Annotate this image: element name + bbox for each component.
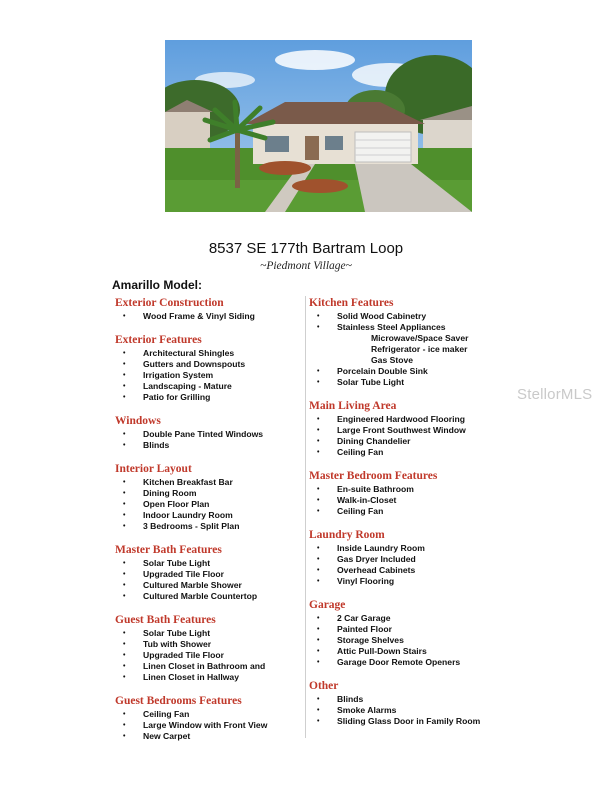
feature-item: • Landscaping - Mature <box>115 381 300 392</box>
feature-item: • Open Floor Plan <box>115 499 300 510</box>
feature-section <box>309 598 509 668</box>
feature-item: • Large Front Southwest Window <box>309 425 509 436</box>
feature-item: • Painted Floor <box>309 624 509 635</box>
feature-list <box>309 613 509 668</box>
feature-item: • Walk-in-Closet <box>309 495 509 506</box>
feature-section <box>309 296 509 388</box>
feature-item: • Blinds <box>309 694 509 705</box>
section-heading: Main Living Area <box>309 400 397 412</box>
feature-item: • Tub with Shower <box>115 639 300 650</box>
feature-item: • Gutters and Downspouts <box>115 359 300 370</box>
feature-section <box>115 414 300 451</box>
section-heading: Exterior Features <box>115 334 202 346</box>
feature-item: • Kitchen Breakfast Bar <box>115 477 300 488</box>
feature-item: • Architectural Shingles <box>115 348 300 359</box>
feature-item: • Stainless Steel Appliances <box>309 322 509 333</box>
section-heading: Laundry Room <box>309 529 385 541</box>
feature-item: • 3 Bedrooms - Split Plan <box>115 521 300 532</box>
feature-item: • Smoke Alarms <box>309 705 509 716</box>
feature-item: Microwave/Space Saver <box>371 333 469 343</box>
feature-list <box>115 429 300 451</box>
section-heading: Master Bedroom Features <box>309 470 438 482</box>
feature-item: • En-suite Bathroom <box>309 484 509 495</box>
feature-section <box>115 613 300 683</box>
section-heading: Guest Bath Features <box>115 614 216 626</box>
feature-list <box>309 311 509 388</box>
feature-item: • Irrigation System <box>115 370 300 381</box>
feature-section <box>115 462 300 532</box>
feature-list <box>115 348 300 403</box>
left-column <box>115 296 300 742</box>
feature-section <box>115 694 300 742</box>
feature-item: • Solar Tube Light <box>115 628 300 639</box>
feature-item: • Overhead Cabinets <box>309 565 509 576</box>
feature-item: • Linen Closet in Hallway <box>115 672 300 683</box>
feature-item: Refrigerator - ice maker <box>371 344 468 354</box>
feature-list <box>309 414 509 458</box>
feature-item: • Storage Shelves <box>309 635 509 646</box>
feature-item: • Cultured Marble Shower <box>115 580 300 591</box>
feature-item: • Upgraded Tile Floor <box>115 569 300 580</box>
feature-item: • 2 Car Garage <box>309 613 509 624</box>
feature-section <box>309 679 509 727</box>
feature-item: • Solar Tube Light <box>115 558 300 569</box>
feature-item: • Solar Tube Light <box>309 377 509 388</box>
section-heading: Kitchen Features <box>309 297 394 309</box>
feature-list <box>115 477 300 532</box>
section-heading: Garage <box>309 599 346 611</box>
column-divider <box>305 296 306 738</box>
feature-item: • Garage Door Remote Openers <box>309 657 509 668</box>
right-column <box>309 296 509 727</box>
feature-item: • Upgraded Tile Floor <box>115 650 300 661</box>
feature-item: • Gas Dryer Included <box>309 554 509 565</box>
feature-list <box>115 628 300 683</box>
section-heading: Master Bath Features <box>115 544 222 556</box>
section-heading: Interior Layout <box>115 463 192 475</box>
feature-item: • Inside Laundry Room <box>309 543 509 554</box>
feature-list <box>115 311 300 322</box>
feature-item: • Blinds <box>115 440 300 451</box>
section-heading: Other <box>309 680 339 692</box>
feature-section <box>115 333 300 403</box>
model-name: Amarillo Model: <box>112 278 203 292</box>
feature-item: • Porcelain Double Sink <box>309 366 509 377</box>
feature-section <box>115 543 300 602</box>
feature-item: • Linen Closet in Bathroom and <box>115 661 300 672</box>
feature-list <box>309 484 509 517</box>
feature-list <box>309 694 509 727</box>
feature-list <box>115 709 300 742</box>
feature-section <box>309 399 509 458</box>
feature-item: • Solid Wood Cabinetry <box>309 311 509 322</box>
feature-list <box>115 558 300 602</box>
feature-item: • Large Window with Front View <box>115 720 300 731</box>
feature-item: • Wood Frame & Vinyl Siding <box>115 311 300 322</box>
feature-item: • Vinyl Flooring <box>309 576 509 587</box>
feature-item: Gas Stove <box>371 355 414 365</box>
feature-section <box>309 469 509 517</box>
feature-item: • Double Pane Tinted Windows <box>115 429 300 440</box>
feature-item: • Engineered Hardwood Flooring <box>309 414 509 425</box>
watermark: StellorMLS <box>517 386 593 403</box>
feature-item: • Dining Chandelier <box>309 436 509 447</box>
feature-item: • Indoor Laundry Room <box>115 510 300 521</box>
feature-item: • Sliding Glass Door in Family Room <box>309 716 509 727</box>
feature-item: • Attic Pull-Down Stairs <box>309 646 509 657</box>
feature-item: • Dining Room <box>115 488 300 499</box>
feature-item: • Ceiling Fan <box>309 447 509 458</box>
section-heading: Windows <box>115 415 161 427</box>
feature-section <box>115 296 300 322</box>
section-heading: Guest Bedrooms Features <box>115 695 242 707</box>
feature-section <box>309 528 509 587</box>
house-photo <box>165 40 472 212</box>
feature-list <box>309 543 509 587</box>
feature-item: • Ceiling Fan <box>115 709 300 720</box>
section-heading: Exterior Construction <box>115 297 224 309</box>
feature-item: • Ceiling Fan <box>309 506 509 517</box>
feature-item: • New Carpet <box>115 731 300 742</box>
village-name: ~Piedmont Village~ <box>260 260 352 272</box>
feature-item: • Patio for Grilling <box>115 392 300 403</box>
feature-item: • Cultured Marble Countertop <box>115 591 300 602</box>
property-address: 8537 SE 177th Bartram Loop <box>208 240 404 257</box>
